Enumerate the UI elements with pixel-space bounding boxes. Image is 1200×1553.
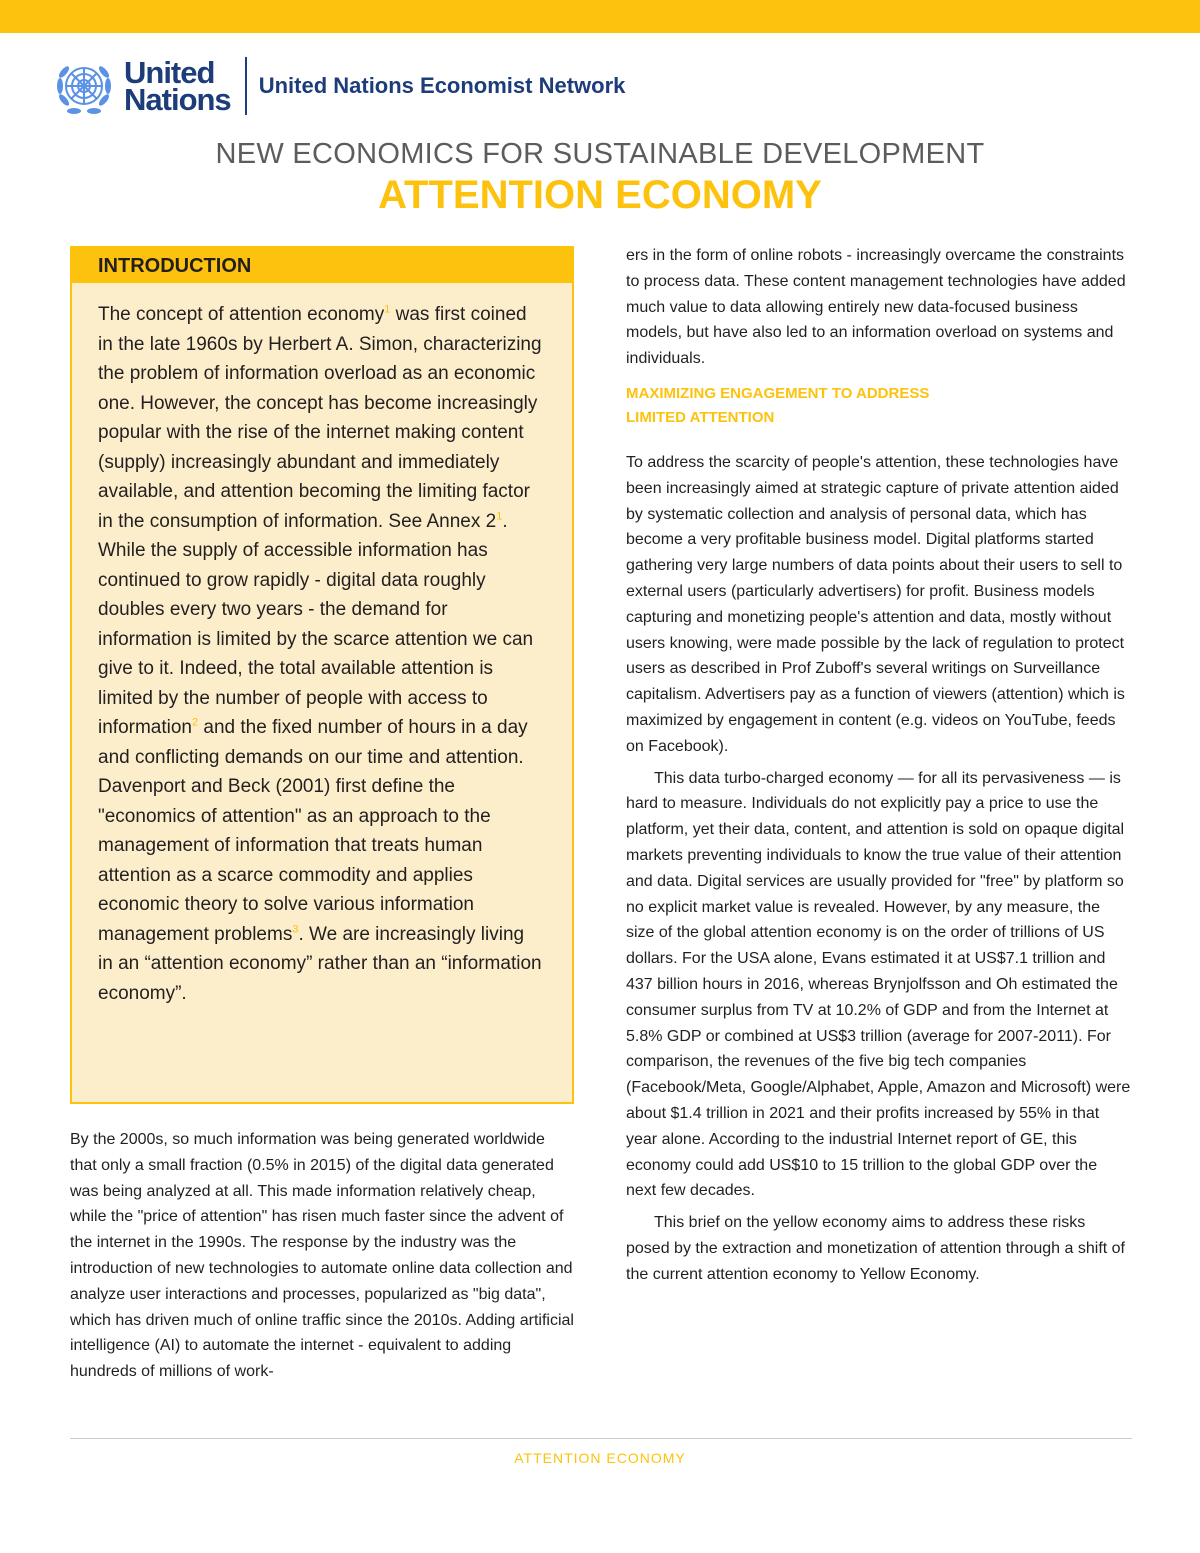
document-title: ATTENTION ECONOMY: [378, 173, 822, 217]
header-divider: [245, 57, 247, 115]
page-header: [52, 55, 625, 117]
footnote-marker[interactable]: 1: [384, 303, 391, 316]
body-paragraph: By the 2000s, so much information was being generated worldwide that only a small fraction (0.5% in 2015) of the digital data generated was being analyzed at all. This made information relatively cheap, while the "price of attention" has risen much faster since the advent of the internet in the 1990s. The response by the industry was the introduction of new technologies to automate online data collection and analyze user interactions and processes, popularized as "big data", which has driven much of online traffic since the 2010s. Adding artificial intelligence (AI) to automate the internet - equivalent to adding hundreds of millions of work-: [70, 1131, 574, 1381]
un-wordmark-line1: United: [124, 55, 215, 90]
section-heading: [626, 382, 1131, 430]
body-paragraph: To address the scarcity of people's attention, these technologies have been increasingly aimed at strategic capture of private attention aided by systematic collection and analysis of personal data, which has become a very profitable business model. Digital platforms started gathering very large numbers of data points about their users to sell to external users (particularly advertisers) for profit. Business models capturing and monetizing people's attention and data, mostly without users knowing, were made possible by the lack of regulation to protect users as described in Prof Zuboff's several writings on Surveillance capitalism. Advertisers pay as a function of viewers (attention) which is maximized by engagement in content (e.g. videos on YouTube, feeds on Facebook).: [626, 453, 1125, 755]
intro-text-part: and the fixed number of hours in a day and conflicting demands on our time and attention. Davenport and Beck (2001) first define the "economics of attention" as an approach to the management of information that treats human attention as a scarce commodity and applies economic theory to solve various information management problems: [98, 717, 528, 945]
intro-text-part: . We are increasingly living in an “attention economy” rather than an “information economy”.: [98, 923, 542, 1004]
footnote-marker[interactable]: 3: [292, 923, 299, 936]
body-paragraph: This brief on the yellow economy aims to address these risks posed by the extraction and monetization of attention through a shift of the current attention economy to Yellow Economy.: [626, 1214, 1125, 1283]
un-emblem-icon: [52, 54, 116, 118]
series-title: NEW ECONOMICS FOR SUSTAINABLE DEVELOPMENT: [215, 138, 985, 170]
un-wordmark: [124, 55, 231, 117]
section-heading-line: MAXIMIZING ENGAGEMENT TO ADDRESS: [626, 384, 930, 402]
body-paragraph: This data turbo-charged economy — for all its pervasiveness — is hard to measure. Individuals do not explicitly pay a price to use the platform, yet their data, content, and attention is sold on opaque digital markets preventing individuals to know the true value of their attention and data. Digital services are usually provided for "free" by platform so no explicit market value is revealed. However, by any measure, the size of the global attention economy is on the order of trillions of US dollars. For the USA alone, Evans estimated it at US$7.1 trillion and 437 billion hours in 2016, whereas Brynjolfsson and Oh estimated the consumer surplus from TV at 10.2% of GDP and from the Internet at 5.8% GDP or combined at US$3 trillion (average for 2007-2011). For comparison, the revenues of the five big tech companies (Facebook/Meta, Google/Alphabet, Apple, Amazon and Microsoft) were about $1.4 trillion in 2021 and their profits increased by 55% in that year alone. According to the industrial Internet report of GE, this economy could add US$10 to 15 trillion to the global GDP over the next few decades.: [626, 769, 1131, 1200]
intro-text-part: . While the supply of accessible information has continued to grow rapidly - digital data roughly doubles every two years - the demand for information is limited by the scarce attention we can give to it. Indeed, the total available attention is limited by the number of people with access to information: [98, 510, 534, 738]
network-name: United Nations Economist Network: [258, 73, 626, 98]
intro-text-part: The concept of attention economy: [98, 304, 385, 325]
right-column: [626, 243, 1131, 1287]
introduction-text: [98, 300, 543, 1008]
section-heading-line: LIMITED ATTENTION: [626, 408, 775, 426]
footer-title: ATTENTION ECONOMY: [514, 1450, 686, 1466]
introduction-box: [70, 246, 574, 1104]
body-paragraph: ers in the form of online robots - increasingly overcame the constraints to process data. These content management technologies have added much value to data allowing entirely new data-focused business models, but have also led to an information overload on systems and individuals.: [626, 247, 1126, 368]
footnote-marker[interactable]: 2: [192, 716, 199, 729]
footer-rule: [70, 1438, 1132, 1439]
intro-text-part: was first coined in the late 1960s by Herbert A. Simon, characterizing the problem of information overload as an economic one. However, the concept has become increasingly popular with the rise of the internet making content (supply) increasingly abundant and immediately available, and attention becoming the limiting factor in the consumption of information. See Annex 2: [98, 304, 542, 532]
introduction-heading: INTRODUCTION: [72, 248, 572, 283]
footnote-marker[interactable]: 1: [496, 510, 503, 523]
left-column: [70, 1127, 576, 1385]
top-accent-bar: [0, 0, 1200, 33]
un-wordmark-line2: Nations: [124, 82, 231, 117]
